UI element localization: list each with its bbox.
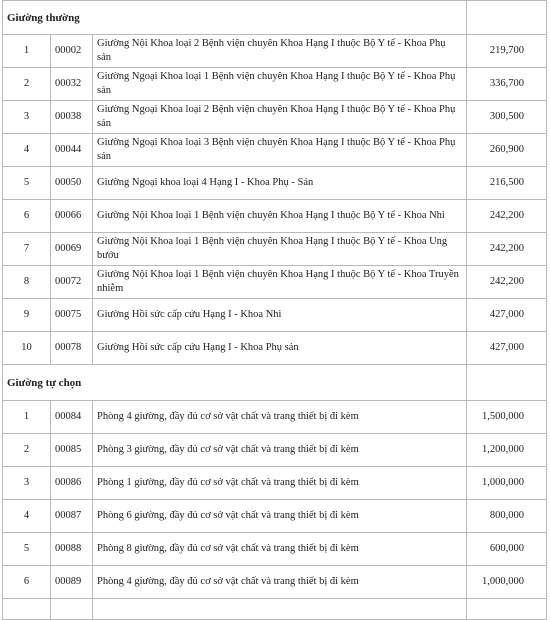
- service-code: 00066: [51, 200, 93, 233]
- service-name: Phòng 4 giường, đầy đủ cơ sở vật chất và trang thiết bị đi kèm: [93, 401, 467, 434]
- row-number: 4: [3, 500, 51, 533]
- table-row: [3, 233, 547, 266]
- service-price: 1,500,000: [467, 401, 547, 434]
- table-row: [3, 167, 547, 200]
- service-price: 1,200,000: [467, 434, 547, 467]
- service-code: 00002: [51, 35, 93, 68]
- table-row: [3, 101, 547, 134]
- row-number: 1: [3, 401, 51, 434]
- table-row: [3, 500, 547, 533]
- table-row: [3, 566, 547, 599]
- service-price: 219,700: [467, 35, 547, 68]
- service-price: 427,000: [467, 332, 547, 365]
- service-code: 00087: [51, 500, 93, 533]
- table-row: [3, 35, 547, 68]
- row-number: 7: [3, 233, 51, 266]
- service-name: Giường Nội Khoa loại 1 Bệnh viện chuyên Khoa Hạng I thuộc Bộ Y tế - Khoa Truyền nhiễm: [93, 266, 467, 299]
- row-number: 8: [3, 266, 51, 299]
- service-code: 00050: [51, 167, 93, 200]
- service-price: 242,200: [467, 233, 547, 266]
- price-table-container: [2, 0, 546, 620]
- service-price: 242,200: [467, 266, 547, 299]
- table-row: [3, 299, 547, 332]
- service-code: 00088: [51, 533, 93, 566]
- section-title: Giường tự chọn: [3, 365, 467, 401]
- service-name: Giường Hồi sức cấp cứu Hạng I - Khoa Phụ sản: [93, 332, 467, 365]
- service-price: 427,000: [467, 299, 547, 332]
- service-name: Phòng 3 giường, đầy đủ cơ sở vật chất và trang thiết bị đi kèm: [93, 434, 467, 467]
- service-price: 1,000,000: [467, 566, 547, 599]
- service-price: 1,000,000: [467, 467, 547, 500]
- section-header-empty-cell: [467, 365, 547, 401]
- service-price: 336,700: [467, 68, 547, 101]
- service-code: 00078: [51, 332, 93, 365]
- table-row: [3, 401, 547, 434]
- service-name: Giường Ngoại Khoa loại 3 Bệnh viện chuyên Khoa Hạng I thuộc Bộ Y tế - Khoa Phụ sản: [93, 134, 467, 167]
- table-row: [3, 266, 547, 299]
- row-number: 2: [3, 434, 51, 467]
- service-price: 300,500: [467, 101, 547, 134]
- table-row: [3, 434, 547, 467]
- service-code: 00086: [51, 467, 93, 500]
- table-row-partial: [3, 599, 547, 620]
- service-code: 00075: [51, 299, 93, 332]
- row-number: 9: [3, 299, 51, 332]
- service-name: Giường Nội Khoa loại 1 Bệnh viện chuyên Khoa Hạng I thuộc Bộ Y tế - Khoa Ung bướu: [93, 233, 467, 266]
- service-price: 216,500: [467, 167, 547, 200]
- service-price: 260,900: [467, 134, 547, 167]
- service-name: Phòng 8 giường, đầy đủ cơ sở vật chất và trang thiết bị đi kèm: [93, 533, 467, 566]
- row-number: 6: [3, 566, 51, 599]
- service-name: Giường Hồi sức cấp cứu Hạng I - Khoa Nhi: [93, 299, 467, 332]
- row-number: 10: [3, 332, 51, 365]
- table-row: [3, 332, 547, 365]
- service-price: 800,000: [467, 500, 547, 533]
- row-number: 5: [3, 533, 51, 566]
- section-title: Giường thường: [3, 1, 467, 35]
- table-row: [3, 533, 547, 566]
- table-row: [3, 68, 547, 101]
- service-name: Giường Ngoại khoa loại 4 Hạng I - Khoa Phụ - Sản: [93, 167, 467, 200]
- table-row: [3, 134, 547, 167]
- service-code: 00044: [51, 134, 93, 167]
- service-name: Giường Ngoại Khoa loại 2 Bệnh viện chuyên Khoa Hạng I thuộc Bộ Y tế - Khoa Phụ sản: [93, 101, 467, 134]
- service-name: Giường Ngoại Khoa loại 1 Bệnh viện chuyên Khoa Hạng I thuộc Bộ Y tế - Khoa Phụ sản: [93, 68, 467, 101]
- service-code: 00032: [51, 68, 93, 101]
- row-number: 4: [3, 134, 51, 167]
- row-number: 6: [3, 200, 51, 233]
- empty-cell: [51, 599, 93, 620]
- section-header-row: [3, 365, 547, 401]
- service-name: Phòng 6 giường, đầy đủ cơ sở vật chất và trang thiết bị đi kèm: [93, 500, 467, 533]
- row-number: 2: [3, 68, 51, 101]
- empty-cell: [93, 599, 467, 620]
- row-number: 5: [3, 167, 51, 200]
- empty-cell: [3, 599, 51, 620]
- service-code: 00084: [51, 401, 93, 434]
- empty-cell: [467, 599, 547, 620]
- service-code: 00089: [51, 566, 93, 599]
- service-name: Phòng 4 giường, đầy đủ cơ sở vật chất và trang thiết bị đi kèm: [93, 566, 467, 599]
- section-header-row: [3, 1, 547, 35]
- section-header-empty-cell: [467, 1, 547, 35]
- service-code: 00072: [51, 266, 93, 299]
- service-name: Phòng 1 giường, đầy đủ cơ sở vật chất và trang thiết bị đi kèm: [93, 467, 467, 500]
- service-name: Giường Nội Khoa loại 1 Bệnh viện chuyên Khoa Hạng I thuộc Bộ Y tế - Khoa Nhi: [93, 200, 467, 233]
- table-body: [3, 1, 547, 620]
- row-number: 3: [3, 101, 51, 134]
- table-row: [3, 467, 547, 500]
- row-number: 1: [3, 35, 51, 68]
- service-code: 00038: [51, 101, 93, 134]
- table-row: [3, 200, 547, 233]
- service-price: 600,000: [467, 533, 547, 566]
- bed-price-table: [2, 0, 547, 620]
- service-price: 242,200: [467, 200, 547, 233]
- row-number: 3: [3, 467, 51, 500]
- service-code: 00085: [51, 434, 93, 467]
- service-code: 00069: [51, 233, 93, 266]
- service-name: Giường Nội Khoa loại 2 Bệnh viện chuyên Khoa Hạng I thuộc Bộ Y tế - Khoa Phụ sản: [93, 35, 467, 68]
